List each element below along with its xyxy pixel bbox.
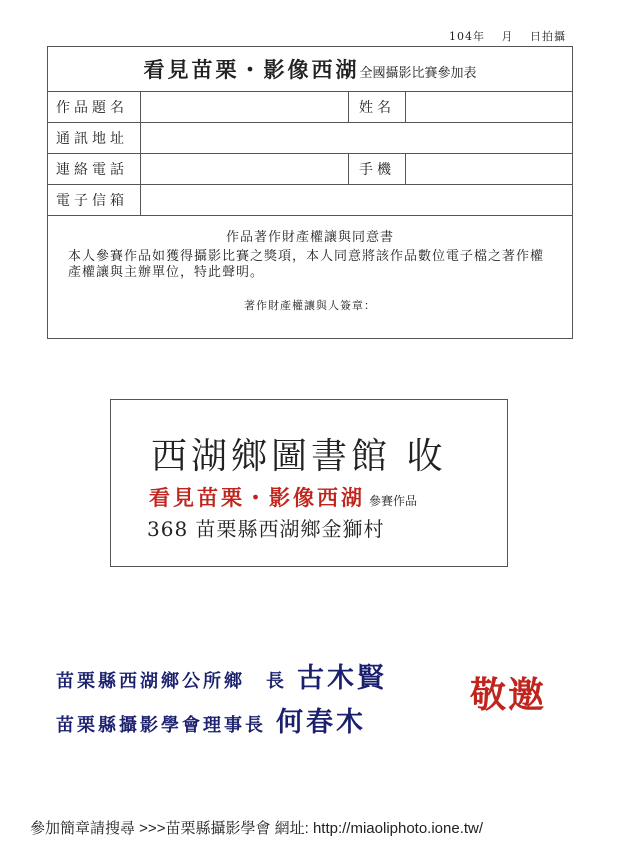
work-title-field[interactable] bbox=[141, 92, 349, 123]
form-title bbox=[48, 47, 573, 92]
email-label: 電子信箱 bbox=[48, 185, 141, 216]
form-title-sub: 全國攝影比賽參加表 bbox=[359, 66, 477, 81]
invitation-org-2: 苗栗縣攝影學會理事長 bbox=[56, 715, 266, 736]
invitation-line-1 bbox=[56, 656, 387, 695]
phone-label: 連絡電話 bbox=[48, 154, 141, 185]
name-label: 姓名 bbox=[349, 92, 406, 123]
mobile-field[interactable] bbox=[406, 154, 573, 185]
mailing-label bbox=[110, 399, 508, 567]
agreement-section bbox=[48, 216, 573, 339]
recipient: 西湖鄉圖書館 收 bbox=[151, 436, 447, 477]
name-field[interactable] bbox=[406, 92, 573, 123]
address-field[interactable] bbox=[141, 123, 573, 154]
form-title-main: 看見苗栗・影像西湖 bbox=[143, 57, 360, 82]
invitation-org-1: 苗栗縣西湖鄉公所鄉 長 bbox=[56, 671, 287, 692]
footer-note: 參加簡章請搜尋 >>>苗栗縣攝影學會 網址: http://miaoliphoto.ione.tw/ bbox=[30, 820, 484, 837]
event-line bbox=[149, 482, 417, 512]
event-name: 看見苗栗・影像西湖 bbox=[149, 485, 365, 510]
invitation-line-2 bbox=[56, 700, 366, 739]
agreement-body: 本人參賽作品如獲得攝影比賽之獎項，本人同意將該作品數位電子檔之著作權產權讓與主辦單位，特此聲明。 bbox=[68, 249, 545, 280]
entry-form bbox=[47, 46, 573, 339]
email-field[interactable] bbox=[141, 185, 573, 216]
invitation-name-2: 何春木 bbox=[276, 707, 366, 738]
invitation-name-1: 古木賢 bbox=[297, 663, 387, 694]
work-title-label: 作品題名 bbox=[48, 92, 141, 123]
agreement-title: 作品著作財產權讓與同意書 bbox=[225, 230, 394, 245]
signature-label[interactable]: 著作財產權讓與人簽章： bbox=[244, 299, 376, 312]
event-suffix: 參賽作品 bbox=[369, 494, 418, 508]
mobile-label: 手機 bbox=[349, 154, 406, 185]
invite-word: 敬邀 bbox=[470, 674, 547, 716]
recipient-address: 368 苗栗縣西湖鄉金獅村 bbox=[147, 517, 385, 541]
phone-field[interactable] bbox=[141, 154, 349, 185]
address-label: 通訊地址 bbox=[48, 123, 141, 154]
date-line: 104年 月 日拍攝 bbox=[449, 30, 566, 43]
